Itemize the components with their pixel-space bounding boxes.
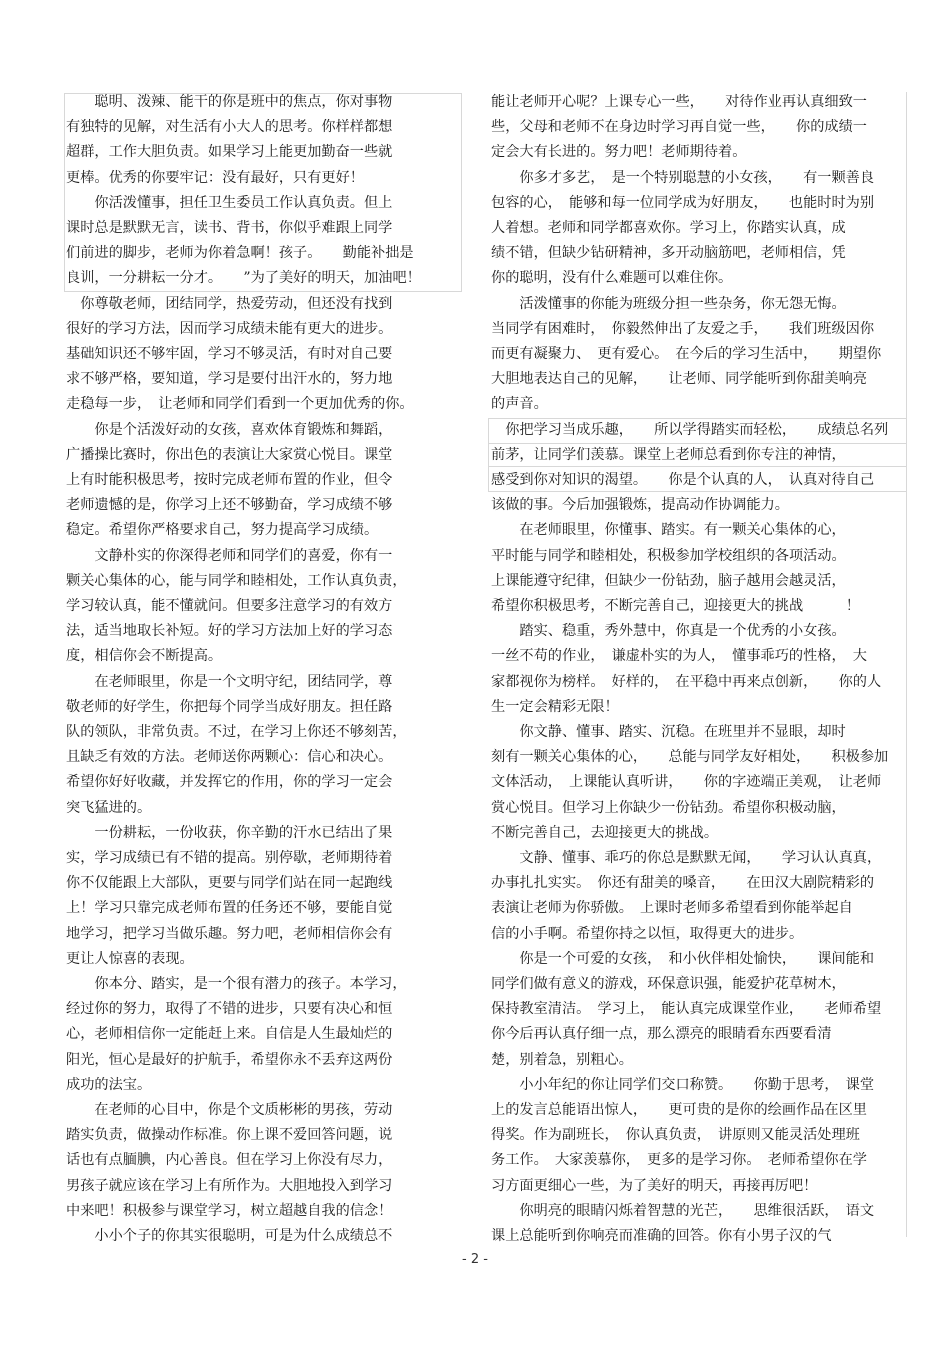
text-line: 实，学习成绩已有不错的提高。别停歇，老师期待着 bbox=[66, 850, 393, 866]
text-line: 法，适当地取长补短。好的学习方法加上好的学习态 bbox=[66, 623, 393, 640]
text-line: 小小个子的你其实很聪明，可是为什么成绩总不 bbox=[66, 1228, 393, 1244]
text-line: 一份耕耘，一份收获，你辛勤的汗水已结出了果 bbox=[66, 824, 393, 841]
text-line: 踏实负责，做操动作标准。你上课不爱回答问题，说 bbox=[66, 1127, 393, 1144]
text-line: 上有时能积极思考，按时完成老师布置的作业，但令 bbox=[66, 472, 393, 488]
text-line: 良训，一分耕耘一分才。 ”为了美好的明天，加油吧！ bbox=[66, 270, 421, 287]
text-line: 广播操比赛时，你出色的表演让大家赏心悦目。课堂 bbox=[66, 446, 393, 463]
text-line: 踏实、稳重，秀外慧中，你真是一个优秀的小女孩。 bbox=[491, 623, 846, 640]
text-line: 些，父母和老师不在身边时学习再自觉一些， 你的成绩一 bbox=[491, 119, 867, 136]
text-line: 你活泼懂事，担任卫生委员工作认真负责。但上 bbox=[66, 194, 393, 211]
text-line: 刻有一颗关心集体的心， 总能与同学友好相处， 积极参加 bbox=[491, 749, 889, 766]
text-line: 文体活动， 上课能认真听讲， 你的字迹端正美观， 让老师 bbox=[491, 774, 882, 791]
text-line: 人着想。老师和同学都喜欢你。学习上，你踏实认真，成 bbox=[491, 220, 846, 236]
text-line: 务工作。 大家羡慕你， 更多的是学习你。 老师希望你在学 bbox=[491, 1152, 867, 1169]
text-line: 信的小手啊。希望你持之以恒，取得更大的进步。 bbox=[491, 925, 804, 942]
text-line: 你多才多艺， 是一个特别聪慧的小女孩， 有一颗善良 bbox=[491, 169, 875, 186]
text-line: 文静朴实的你深得老师和同学们的喜爱，你有一 bbox=[66, 547, 393, 564]
text-line: 不断完善自己，去迎接更大的挑战。 bbox=[491, 824, 719, 841]
text-line: 你尊敬老师，团结同学，热爱劳动，但还没有找到 bbox=[66, 295, 393, 312]
text-line: 突飞猛进的。 bbox=[66, 799, 152, 816]
text-line: 你今后再认真仔细一点，那么漂亮的眼睛看东西要看清 bbox=[491, 1026, 832, 1043]
text-line: 你把学习当成乐趣， 所以学得踏实而轻松， 成绩总名列 bbox=[491, 421, 889, 438]
text-line: 很好的学习方法，因而学习成绩未能有更大的进步。 bbox=[66, 320, 393, 337]
text-line: 在老师眼里，你懂事、踏实。有一颗关心集体的心， bbox=[491, 522, 846, 539]
text-line: 男孩子就应该在学习上有所作为。大胆地投入到学习 bbox=[66, 1177, 393, 1194]
text-line: 敬老师的好学生，你把每个同学当成好朋友。担任路 bbox=[66, 698, 393, 715]
text-line: 中来吧！积极参与课堂学习，树立超越自我的信念！ bbox=[66, 1202, 393, 1219]
text-line: 保持教室清洁。 学习上， 能认真完成课堂作业， 老师希望 bbox=[491, 1001, 882, 1018]
page-number: - 2 - bbox=[462, 1252, 488, 1267]
text-line: 心，老师相信你一定能赶上来。自信是人生最灿烂的 bbox=[66, 1026, 393, 1043]
text-line: 基础知识还不够牢固，学习不够灵活，有时对自己要 bbox=[66, 346, 393, 362]
text-line: 包容的心， 能够和每一位同学成为好朋友， 也能时时为别 bbox=[491, 194, 875, 211]
text-line: 超群，工作大胆负责。如果学习上能更加勤奋一些就 bbox=[66, 144, 393, 161]
text-line: 求不够严格，要知道，学习是要付出汗水的，努力地 bbox=[66, 371, 393, 388]
text-line: 颗关心集体的心，能与同学和睦相处，工作认真负责， bbox=[66, 572, 407, 589]
text-line: 你本分、踏实，是一个很有潜力的孩子。本学习， bbox=[66, 976, 407, 992]
text-line: 阳光，恒心是最好的护航手，希望你永不丢弃这两份 bbox=[66, 1051, 393, 1068]
right-rule-left bbox=[488, 418, 489, 491]
text-line: 赏心悦目。但学习上你缺少一份钻劲。希望你积极动脑， bbox=[491, 799, 846, 816]
text-line: 小小年纪的你让同学们交口称赞。 你勤于思考， 课堂 bbox=[491, 1076, 875, 1093]
right-column-border bbox=[906, 92, 907, 1237]
text-line: 上的发言总能语出惊人， 更可贵的是你的绘画作品在区里 bbox=[491, 1102, 867, 1118]
text-line: 定会大有长进的。努力吧！老师期待着。 bbox=[491, 144, 747, 161]
text-line: 文静、懂事、乖巧的你总是默默无闻， 学习认认真真， bbox=[491, 850, 882, 866]
text-line: 你明亮的眼睛闪烁着智慧的光芒， 思维很活跃， 语文 bbox=[491, 1202, 875, 1219]
text-line: 你是一个可爱的女孩， 和小伙伴相处愉快， 课间能和 bbox=[491, 950, 875, 967]
text-line: 经过你的努力，取得了不错的进步，只要有决心和恒 bbox=[66, 1001, 393, 1018]
text-line: 课时总是默默无言，读书、背书，你似乎难跟上同学 bbox=[66, 220, 393, 236]
text-line: 队的领队，非常负责。不过，在学习上你还不够刻苦， bbox=[66, 724, 407, 740]
text-line: 成功的法宝。 bbox=[66, 1076, 152, 1093]
text-line: 当同学有困难时， 你毅然伸出了友爱之手， 我们班级因你 bbox=[491, 320, 875, 337]
text-line: 更棒。优秀的你要牢记：没有最好，只有更好！ bbox=[66, 169, 364, 186]
text-line: 在老师的心目中，你是个文质彬彬的男孩，劳动 bbox=[66, 1102, 393, 1118]
text-line: 稳定。希望你严格要求自己，努力提高学习成绩。 bbox=[66, 522, 379, 539]
text-line: 学习较认真，能不懂就问。但要多注意学习的有效方 bbox=[66, 598, 393, 614]
text-line: 平时能与同学和睦相处，积极参加学校组织的各项活动。 bbox=[491, 547, 846, 564]
text-line: 且缺乏有效的方法。老师送你两颗心：信心和决心。 bbox=[66, 749, 393, 766]
text-line: 你是个活泼好动的女孩，喜欢体育锻炼和舞蹈， bbox=[66, 421, 393, 438]
text-line: 老师遗憾的是，你学习上还不够勤奋，学习成绩不够 bbox=[66, 497, 393, 514]
text-line: 楚，别着急，别粗心。 bbox=[491, 1051, 633, 1068]
text-line: 习方面更细心一些，为了美好的明天，再接再厉吧！ bbox=[491, 1177, 818, 1194]
text-line: 度，相信你会不断提高。 bbox=[66, 648, 223, 665]
text-line: 话也有点腼腆，内心善良。但在学习上你没有尽力， bbox=[66, 1152, 393, 1169]
text-line: 在老师眼里，你是一个文明守纪，团结同学，尊 bbox=[66, 673, 393, 690]
text-line: 聪明、泼辣、能干的你是班中的焦点，你对事物 bbox=[66, 94, 393, 110]
text-line: 能让老师开心呢？上课专心一些， 对待作业再认真细致一 bbox=[491, 94, 867, 110]
text-line: 地学习，把学习当做乐趣。努力吧，老师相信你会有 bbox=[66, 925, 393, 942]
text-line: 生一定会精彩无限！ bbox=[491, 698, 619, 715]
text-line: 希望你好好收藏，并发挥它的作用，你的学习一定会 bbox=[66, 774, 393, 791]
text-line: 家都视你为榜样。 好样的， 在平稳中再来点创新， 你的人 bbox=[491, 673, 882, 690]
text-line: 们前进的脚步，老师为你着急啊！孩子。 勤能补拙是 bbox=[66, 245, 414, 262]
text-line: 上课能遵守纪律，但缺少一份钻劲，脑子越用会越灵活， bbox=[491, 572, 846, 589]
text-line: 课上总能听到你响亮而准确的回答。你有小男子汉的气 bbox=[491, 1228, 832, 1244]
text-line: 表演让老师为你骄傲。 上课时老师多希望看到你能举起自 bbox=[491, 900, 853, 917]
text-line: 而更有凝聚力、 更有爱心。 在今后的学习生活中， 期望你 bbox=[491, 346, 882, 362]
text-line: 该做的事。今后加强锻炼，提高动作协调能力。 bbox=[491, 497, 789, 514]
text-line: 走稳每一步， 让老师和同学们看到一个更加优秀的你。 bbox=[66, 396, 414, 413]
text-line: 感受到你对知识的渴望。 你是个认真的人， 认真对待自己 bbox=[491, 472, 875, 488]
text-line: 你文静、懂事、踏实、沉稳。在班里并不显眼，却时 bbox=[491, 724, 846, 740]
text-line: 活泼懂事的你能为班级分担一些杂务，你无怨无悔。 bbox=[491, 295, 846, 312]
text-line: 前茅，让同学们羡慕。课堂上老师总看到你专注的神情， bbox=[491, 446, 846, 463]
text-line: 更让人惊喜的表现。 bbox=[66, 950, 194, 967]
text-line: 同学们做有意义的游戏，环保意识强，能爱护花草树木， bbox=[491, 976, 846, 992]
text-line: 你的聪明，没有什么难题可以难住你。 bbox=[491, 270, 733, 287]
text-line: 的声音。 bbox=[491, 396, 548, 413]
text-line: 一丝不苟的作业， 谦虚朴实的为人， 懂事乖巧的性格， 大 bbox=[491, 648, 867, 665]
text-line: 你不仅能跟上大部队，更要与同学们站在同一起跑线 bbox=[66, 875, 393, 892]
text-line: 希望你积极思考，不断完善自己，迎接更大的挑战 ！ bbox=[491, 598, 860, 614]
text-line: 绩不错，但缺少钻研精神，多开动脑筋吧，老师相信，凭 bbox=[491, 245, 846, 262]
text-line: 有独特的见解，对生活有小大人的思考。你样样都想 bbox=[66, 119, 393, 136]
text-line: 办事扎扎实实。 你还有甜美的嗓音， 在田汉大剧院精彩的 bbox=[491, 875, 875, 892]
text-line: 上！学习只靠完成老师布置的任务还不够，要能自觉 bbox=[66, 900, 393, 917]
text-line: 得奖。作为副班长， 你认真负责， 讲原则又能灵活处理班 bbox=[491, 1127, 860, 1144]
text-line: 大胆地表达自己的见解， 让老师、同学能听到你甜美响亮 bbox=[491, 371, 867, 388]
